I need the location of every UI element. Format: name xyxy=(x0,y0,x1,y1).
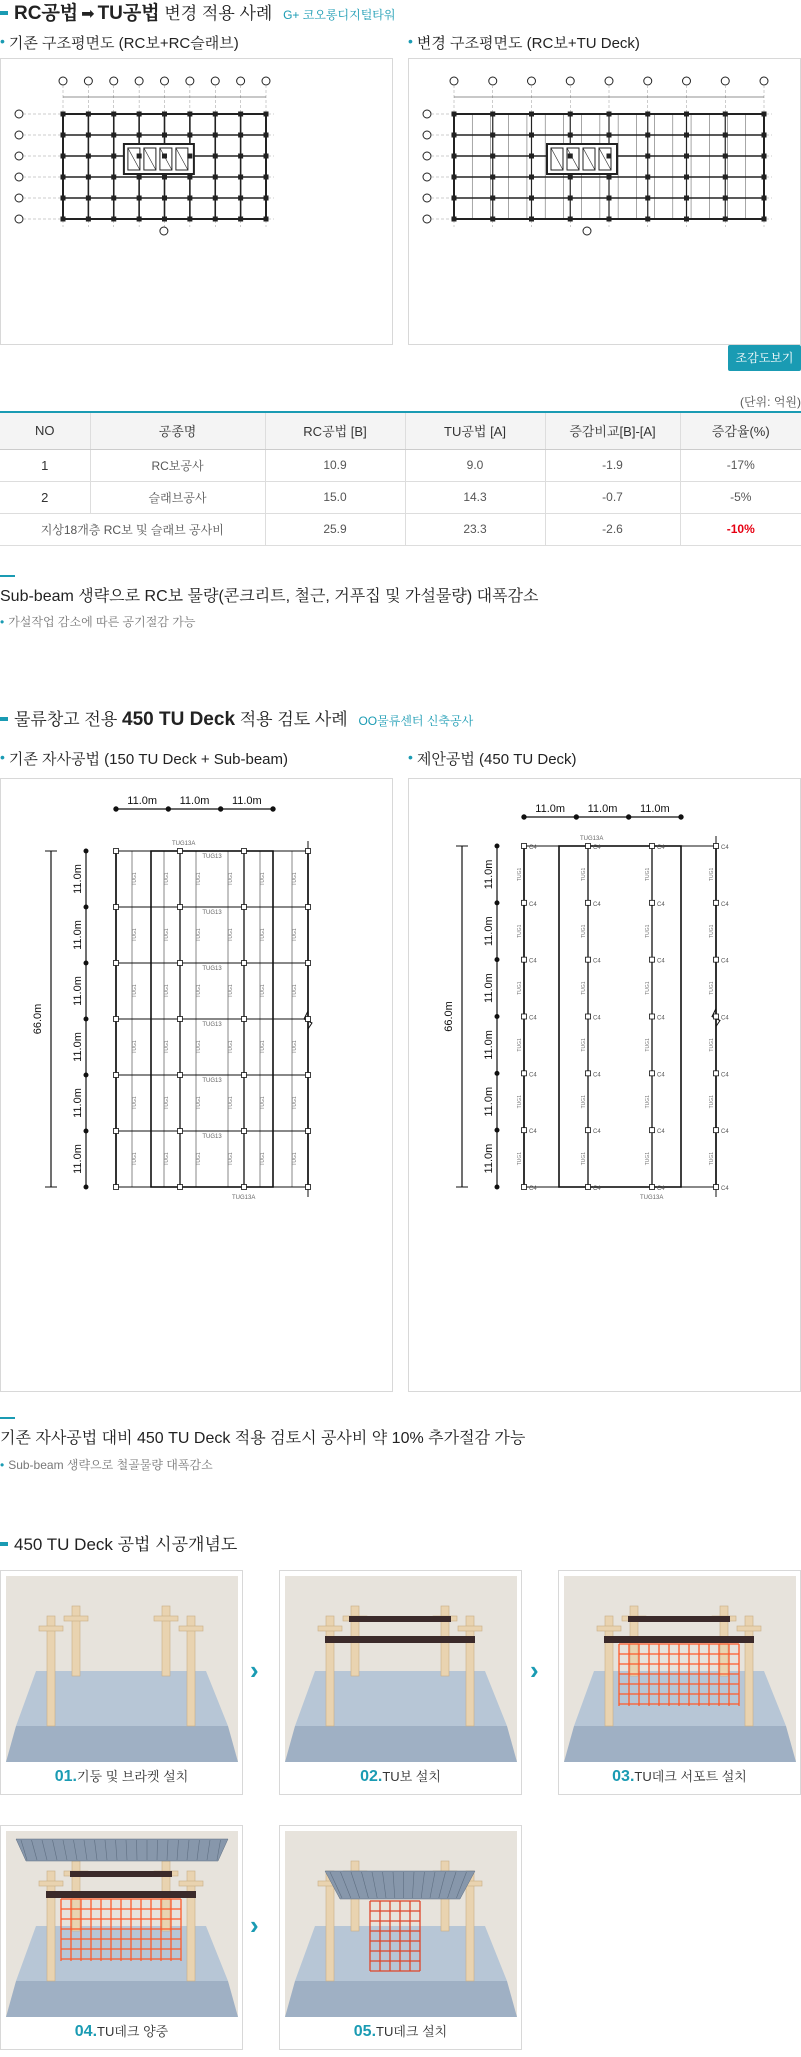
svg-text:C4: C4 xyxy=(593,1072,601,1079)
table-total-row xyxy=(0,513,801,545)
step-photo xyxy=(6,1576,238,1762)
svg-text:C4: C4 xyxy=(529,901,537,908)
svg-text:TUG1: TUG1 xyxy=(260,928,266,942)
svg-text:TUG1: TUG1 xyxy=(517,981,523,995)
aerial-view-button[interactable]: 조감도보기 xyxy=(728,345,801,371)
svg-text:C4: C4 xyxy=(721,845,729,851)
table-cell: 10.9 xyxy=(265,449,405,481)
headline-bar xyxy=(0,575,15,577)
svg-text:11.0m: 11.0m xyxy=(639,803,670,815)
svg-text:TUG1: TUG1 xyxy=(164,1096,170,1110)
existing-method-caption: • 기존 자사공법 (150 TU Deck + Sub-beam) xyxy=(0,749,289,768)
cost-comparison-table xyxy=(0,411,801,546)
svg-text:11.0m: 11.0m xyxy=(483,973,495,1003)
svg-text:C4: C4 xyxy=(529,1129,537,1136)
table-cell: -17% xyxy=(680,449,801,481)
svg-text:TUG1: TUG1 xyxy=(228,1096,234,1110)
svg-text:TUG1: TUG1 xyxy=(292,872,298,886)
svg-text:11.0m: 11.0m xyxy=(72,1088,84,1118)
svg-text:C4: C4 xyxy=(529,1186,537,1192)
svg-text:11.0m: 11.0m xyxy=(72,976,84,1006)
svg-text:TUG13: TUG13 xyxy=(202,854,222,860)
svg-text:C4: C4 xyxy=(721,958,729,965)
svg-text:TUG1: TUG1 xyxy=(517,924,523,938)
section2-note: • Sub-beam 생략으로 철골물량 대폭감소 xyxy=(0,1458,213,1472)
svg-text:C4: C4 xyxy=(721,901,729,908)
title-bar-icon xyxy=(0,717,8,721)
svg-text:TUG1: TUG1 xyxy=(132,1040,138,1054)
project-tag: OO물류센터 신축공사 xyxy=(358,714,474,728)
svg-text:TUG13A: TUG13A xyxy=(232,1195,256,1201)
svg-text:TUG1: TUG1 xyxy=(645,1151,651,1166)
svg-text:C4: C4 xyxy=(593,1015,601,1022)
table-cell: -2.6 xyxy=(545,513,680,545)
svg-text:11.0m: 11.0m xyxy=(535,803,566,815)
section1-note: • 가설작업 감소에 따른 공기절감 가능 xyxy=(0,615,196,629)
svg-text:66.0m: 66.0m xyxy=(32,1003,44,1035)
svg-text:TUG1: TUG1 xyxy=(517,1038,523,1052)
svg-text:TUG13: TUG13 xyxy=(202,910,222,916)
svg-text:TUG13: TUG13 xyxy=(202,966,222,972)
svg-text:TUG1: TUG1 xyxy=(709,1151,715,1166)
step-card xyxy=(558,1570,801,1795)
svg-text:TUG13: TUG13 xyxy=(202,1134,222,1140)
svg-text:C4: C4 xyxy=(529,1015,537,1022)
svg-text:TUG1: TUG1 xyxy=(164,872,170,886)
table-cell: -1.9 xyxy=(545,449,680,481)
svg-text:TUG1: TUG1 xyxy=(517,1095,523,1109)
existing-method-drawing xyxy=(1,779,394,1393)
svg-text:TUG1: TUG1 xyxy=(645,1038,651,1052)
project-tag: G+ 코오롱디지털타워 xyxy=(283,8,396,22)
svg-text:TUG1: TUG1 xyxy=(164,1152,170,1166)
table-header: 증감율(%) xyxy=(680,412,801,449)
arrow-right-icon: ➡ xyxy=(81,6,95,23)
svg-text:C4: C4 xyxy=(657,1072,665,1079)
svg-text:11.0m: 11.0m xyxy=(72,1032,84,1062)
svg-text:TUG1: TUG1 xyxy=(581,1038,587,1052)
svg-text:TUG1: TUG1 xyxy=(645,1095,651,1109)
svg-text:TUG1: TUG1 xyxy=(581,1095,587,1109)
svg-text:C4: C4 xyxy=(721,1015,729,1022)
svg-text:TUG1: TUG1 xyxy=(292,928,298,942)
table-cell: 지상18개층 RC보 및 슬래브 공사비 xyxy=(0,513,265,545)
svg-text:66.0m: 66.0m xyxy=(443,1001,455,1032)
svg-text:TUG1: TUG1 xyxy=(196,1152,202,1166)
svg-text:TUG1: TUG1 xyxy=(292,984,298,998)
svg-text:TUG1: TUG1 xyxy=(164,1040,170,1054)
svg-text:TUG1: TUG1 xyxy=(132,1152,138,1166)
svg-text:11.0m: 11.0m xyxy=(72,920,84,950)
svg-text:11.0m: 11.0m xyxy=(587,803,618,815)
step-card xyxy=(279,1570,522,1795)
step-card xyxy=(279,1825,522,2050)
step-caption: 05.TU데크 설치 xyxy=(353,2023,448,2040)
svg-text:C4: C4 xyxy=(657,958,665,965)
svg-text:TUG1: TUG1 xyxy=(196,984,202,998)
svg-text:C4: C4 xyxy=(593,1186,601,1192)
existing-plan-caption: • 기존 구조평면도 (RC보+RC슬래브) xyxy=(0,33,239,52)
table-header: TU공법 [A] xyxy=(405,412,545,449)
step-caption: 01.기둥 및 브라켓 설치 xyxy=(54,1768,189,1785)
svg-text:TUG13A: TUG13A xyxy=(172,841,196,847)
svg-text:TUG13: TUG13 xyxy=(202,1022,222,1028)
svg-text:C4: C4 xyxy=(657,1186,665,1192)
svg-text:11.0m: 11.0m xyxy=(483,859,495,890)
table-cell: 25.9 xyxy=(265,513,405,545)
svg-text:TUG1: TUG1 xyxy=(132,1096,138,1110)
table-header: 공종명 xyxy=(90,412,265,449)
table-cell: -0.7 xyxy=(545,481,680,513)
table-cell-highlight: -10% xyxy=(680,513,801,545)
svg-text:TUG1: TUG1 xyxy=(260,1096,266,1110)
step-caption: 02.TU보 설치 xyxy=(360,1768,441,1785)
chevron-right-icon: › xyxy=(530,1655,539,1685)
svg-text:TUG1: TUG1 xyxy=(260,1040,266,1054)
svg-text:TUG1: TUG1 xyxy=(581,1151,587,1166)
svg-text:11.0m: 11.0m xyxy=(483,1030,495,1060)
section2-title: 물류창고 전용 450 TU Deck 적용 검토 사례 OO물류센터 신축공사 xyxy=(0,705,473,731)
table-cell: -5% xyxy=(680,481,801,513)
chevron-right-icon: › xyxy=(250,1655,259,1685)
svg-text:11.0m: 11.0m xyxy=(127,795,158,807)
svg-text:TUG1: TUG1 xyxy=(196,928,202,942)
svg-text:C4: C4 xyxy=(721,1186,729,1192)
svg-text:TUG1: TUG1 xyxy=(709,981,715,995)
table-row xyxy=(0,449,801,481)
svg-text:C4: C4 xyxy=(721,1129,729,1136)
svg-text:TUG1: TUG1 xyxy=(196,1040,202,1054)
svg-text:TUG13A: TUG13A xyxy=(640,1195,664,1201)
unit-label: (단위: 억원) xyxy=(739,395,801,409)
svg-text:C4: C4 xyxy=(657,1129,665,1136)
table-row xyxy=(0,481,801,513)
svg-text:TUG1: TUG1 xyxy=(581,924,587,938)
svg-text:11.0m: 11.0m xyxy=(72,1144,84,1174)
step-card xyxy=(0,1570,243,1795)
svg-text:TUG1: TUG1 xyxy=(581,981,587,995)
svg-text:TUG1: TUG1 xyxy=(228,1040,234,1054)
svg-text:TUG1: TUG1 xyxy=(132,928,138,942)
table-cell: 23.3 xyxy=(405,513,545,545)
changed-structural-plan xyxy=(408,58,801,345)
svg-text:11.0m: 11.0m xyxy=(179,795,210,807)
svg-text:C4: C4 xyxy=(721,1072,729,1079)
svg-text:C4: C4 xyxy=(529,958,537,965)
svg-text:TUG1: TUG1 xyxy=(196,872,202,886)
table-header: 증감비교[B]-[A] xyxy=(545,412,680,449)
svg-text:C4: C4 xyxy=(593,845,601,851)
existing-structural-plan xyxy=(0,58,393,345)
svg-text:TUG1: TUG1 xyxy=(709,924,715,938)
changed-plan-drawing xyxy=(409,59,801,346)
svg-text:TUG1: TUG1 xyxy=(132,984,138,998)
svg-text:TUG1: TUG1 xyxy=(228,984,234,998)
svg-text:11.0m: 11.0m xyxy=(231,795,262,807)
svg-text:TUG1: TUG1 xyxy=(709,1038,715,1052)
svg-text:C4: C4 xyxy=(657,1015,665,1022)
proposed-method-drawing xyxy=(409,779,801,1393)
svg-text:C4: C4 xyxy=(529,845,537,851)
changed-plan-caption: • 변경 구조평면도 (RC보+TU Deck) xyxy=(408,33,640,52)
table-header: RC공법 [B] xyxy=(265,412,405,449)
table-header: NO xyxy=(0,412,90,449)
table-cell: 슬래브공사 xyxy=(90,481,265,513)
svg-text:TUG13: TUG13 xyxy=(202,1078,222,1084)
chevron-right-icon: › xyxy=(250,1910,259,1940)
svg-text:11.0m: 11.0m xyxy=(483,1143,495,1174)
table-cell: RC보공사 xyxy=(90,449,265,481)
existing-method-plan xyxy=(0,778,393,1392)
svg-text:11.0m: 11.0m xyxy=(483,916,495,947)
section2-headline: 기존 자사공법 대비 450 TU Deck 적용 검토시 공사비 약 10% 추가절감 가능 xyxy=(0,1430,526,1447)
headline-bar xyxy=(0,1417,15,1419)
svg-text:C4: C4 xyxy=(593,1129,601,1136)
step-caption: 04.TU데크 양중 xyxy=(74,2023,169,2040)
svg-text:TUG1: TUG1 xyxy=(292,1040,298,1054)
svg-text:TUG1: TUG1 xyxy=(164,928,170,942)
svg-text:TUG13A: TUG13A xyxy=(580,836,604,842)
svg-text:TUG1: TUG1 xyxy=(260,872,266,886)
svg-text:TUG1: TUG1 xyxy=(228,928,234,942)
table-cell: 2 xyxy=(0,481,90,513)
table-cell: 9.0 xyxy=(405,449,545,481)
svg-text:TUG1: TUG1 xyxy=(292,1096,298,1110)
svg-text:TUG1: TUG1 xyxy=(228,1152,234,1166)
svg-text:C4: C4 xyxy=(593,958,601,965)
proposed-method-caption: • 제안공법 (450 TU Deck) xyxy=(408,749,577,768)
svg-text:TUG1: TUG1 xyxy=(517,1151,523,1166)
title-bar-icon xyxy=(0,11,8,15)
existing-plan-drawing xyxy=(1,59,394,346)
svg-text:TUG1: TUG1 xyxy=(260,984,266,998)
svg-text:TUG1: TUG1 xyxy=(260,1152,266,1166)
step-photo xyxy=(564,1576,796,1762)
svg-text:TUG1: TUG1 xyxy=(581,867,587,882)
svg-text:11.0m: 11.0m xyxy=(483,1086,495,1117)
svg-text:TUG1: TUG1 xyxy=(196,1096,202,1110)
svg-text:TUG1: TUG1 xyxy=(132,872,138,886)
section1-title: RC공법 ➡ TU공법 변경 적용 사례 G+ 코오롱디지털타워 xyxy=(0,0,395,25)
svg-text:11.0m: 11.0m xyxy=(72,864,84,894)
section1-headline: Sub-beam 생략으로 RC보 물량(콘크리트, 철근, 거푸집 및 가설물량) 대폭감소 xyxy=(0,588,539,605)
svg-text:C4: C4 xyxy=(593,901,601,908)
table-cell: 14.3 xyxy=(405,481,545,513)
svg-text:TUG1: TUG1 xyxy=(164,984,170,998)
svg-text:C4: C4 xyxy=(657,845,665,851)
step-caption: 03.TU데크 서포트 설치 xyxy=(612,1768,747,1785)
svg-text:TUG1: TUG1 xyxy=(228,872,234,886)
table-cell: 15.0 xyxy=(265,481,405,513)
proposed-method-plan xyxy=(408,778,801,1392)
table-cell: 1 xyxy=(0,449,90,481)
svg-text:C4: C4 xyxy=(657,901,665,908)
svg-text:TUG1: TUG1 xyxy=(517,867,523,882)
svg-text:TUG1: TUG1 xyxy=(645,867,651,882)
step-card xyxy=(0,1825,243,2050)
svg-text:TUG1: TUG1 xyxy=(645,981,651,995)
step-photo xyxy=(285,1831,517,2017)
step-photo xyxy=(6,1831,238,2017)
svg-text:TUG1: TUG1 xyxy=(645,924,651,938)
svg-text:TUG1: TUG1 xyxy=(709,1095,715,1109)
step-photo xyxy=(285,1576,517,1762)
svg-text:TUG1: TUG1 xyxy=(292,1152,298,1166)
svg-text:C4: C4 xyxy=(529,1072,537,1079)
svg-text:TUG1: TUG1 xyxy=(709,867,715,882)
section3-title: 450 TU Deck 공법 시공개념도 xyxy=(0,1530,237,1555)
title-bar-icon xyxy=(0,1542,8,1546)
table-header-row xyxy=(0,412,801,449)
